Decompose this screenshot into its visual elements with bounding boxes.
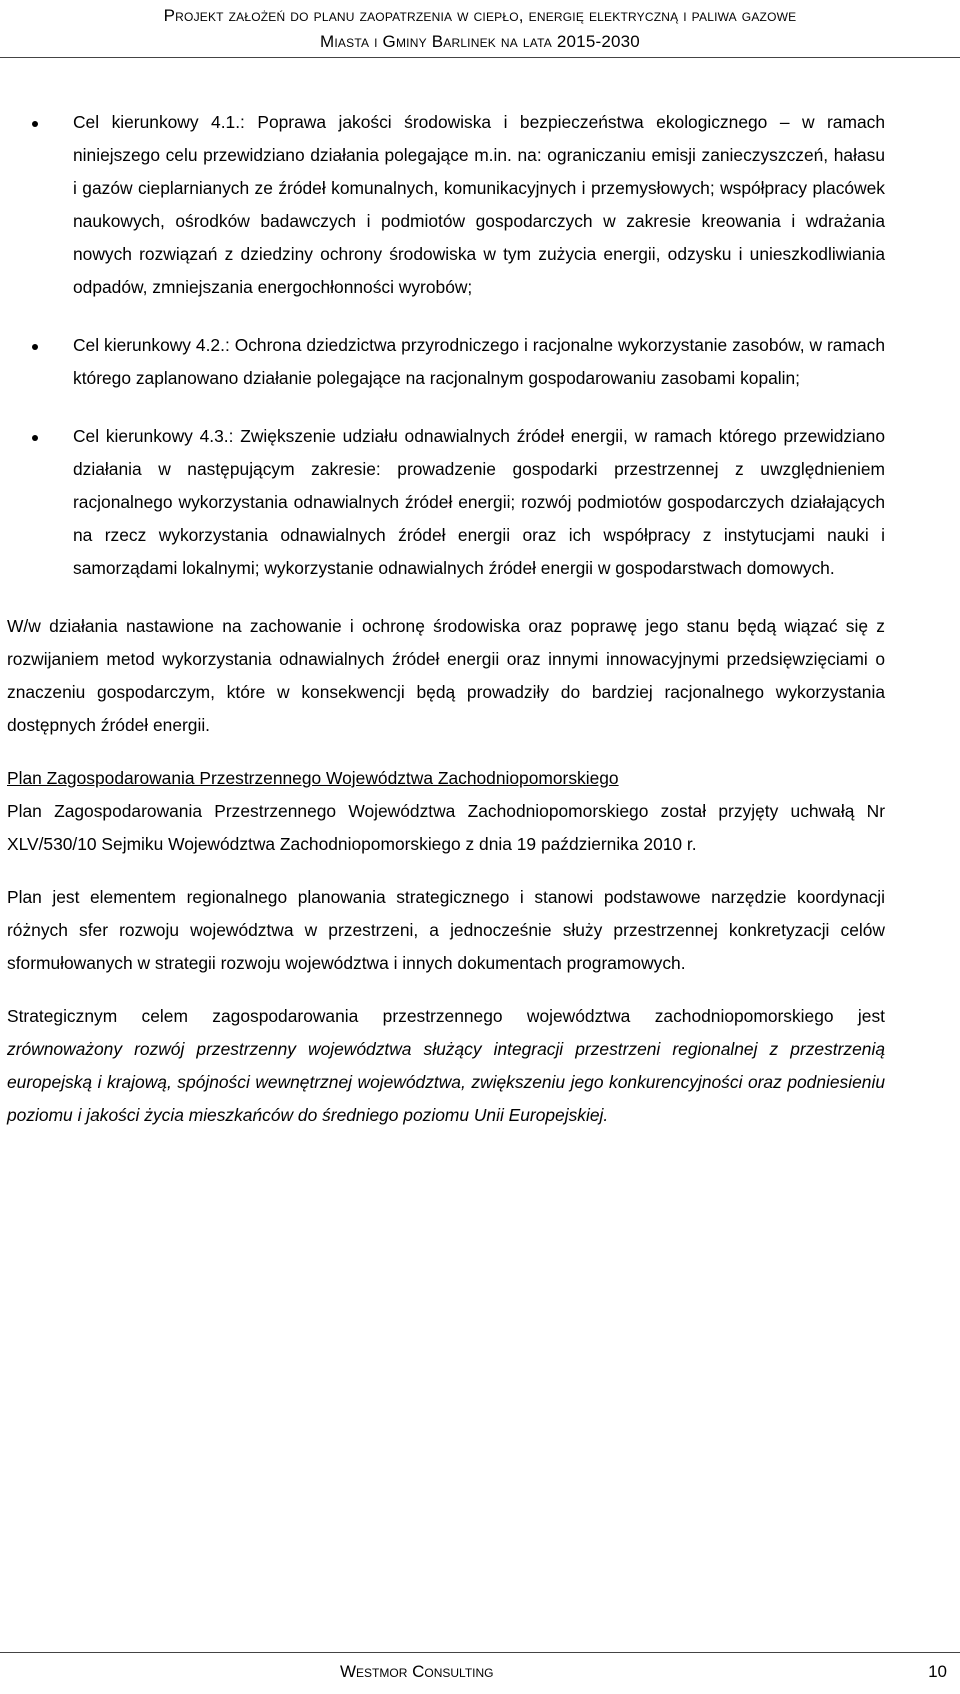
header-title-line-2: Miasta i Gminy Barlinek na lata 2015-2030 bbox=[320, 32, 640, 51]
bullet-icon bbox=[32, 121, 38, 127]
section-heading: Plan Zagospodarowania Przestrzennego Województwa Zachodniopomorskiego bbox=[7, 768, 619, 788]
footer-divider bbox=[0, 1652, 960, 1653]
page-number: 10 bbox=[928, 1662, 947, 1681]
bullet-icon bbox=[32, 435, 38, 441]
paragraph-actions-summary: W/w działania nastawione na zachowanie i ochronę środowiska oraz poprawę jego stanu będą wiązać się z rozwijaniem metod wykorzystania odnawialnych źródeł energii oraz innymi innowacyjnymi przedsięwzięciami o znaczeniu gospodarczym, które w konsekwencji będą prowadziły do bardziej racjonalnego wykorzystania dostępnych źródeł energii. bbox=[7, 616, 885, 735]
list-item-text: Cel kierunkowy 4.1.: Poprawa jakości środowiska i bezpieczeństwa ekologicznego – w ramach niniejszego celu przewidziano działania polegające m.in. na: ograniczaniu emisji zanieczyszczeń, hałasu i gazów cieplarnianych ze źródeł komunalnych, komunikacyjnych i przemysłowych; współpracy placówek naukowych, ośrodków badawczych i podmiotów gospodarczych w zakresie kreowania i wdrażania nowych rozwiązań z dziedziny ochrony środowiska w tym zużycia energii, odzysku i unieszkodliwiania odpadów, zmniejszania energochłonności wyrobów; bbox=[73, 112, 885, 297]
list-item-text: Cel kierunkowy 4.3.: Zwiększenie udziału odnawialnych źródeł energii, w ramach którego przewidziano działania w następującym zakresie: prowadzenie gospodarki przestrzennej z uwzględnieniem racjonalnego wykorzystania odnawialnych źródeł energii; rozwój podmiotów gospodarczych działających na rzecz wykorzystania odnawialnych źródeł energii oraz ich współpracy z instytucjami nauki i samorządami lokalnymi; wykorzystanie odnawialnych źródeł energii w gospodarstwach domowych. bbox=[73, 426, 885, 578]
list-item-text: Cel kierunkowy 4.2.: Ochrona dziedzictwa przyrodniczego i racjonalne wykorzystanie zasobów, w ramach którego zaplanowano działanie polegające na racjonalnym gospodarowaniu zasobami kopalin; bbox=[73, 335, 885, 388]
bullet-icon bbox=[32, 344, 38, 350]
footer-brand: Westmor Consulting bbox=[340, 1662, 494, 1681]
paragraph-plan-adoption: Plan Zagospodarowania Przestrzennego Województwa Zachodniopomorskiego został przyjęty uchwałą Nr XLV/530/10 Sejmiku Województwa Zachodniopomorskiego z dnia 19 października 2010 r. bbox=[7, 801, 885, 854]
header-divider bbox=[0, 57, 960, 58]
objectives-list bbox=[7, 106, 885, 585]
page-header bbox=[0, 0, 960, 56]
strategic-goal-emphasis: zrównoważony rozwój przestrzenny województwa służący integracji przestrzeni regionalnej z przestrzenią europejską i krajową, spójności wewnętrznej województwa, zwiększeniu jego konkurencyjności oraz podniesieniu poziomu i jakości życia mieszkańców do średniego poziomu Unii Europejskiej. bbox=[7, 1039, 885, 1125]
list-item-objective-4-2 bbox=[7, 329, 885, 395]
list-item-objective-4-1 bbox=[7, 106, 885, 304]
header-title-line-1: Projekt założeń do planu zaopatrzenia w ciepło, energię elektryczną i paliwa gazowe bbox=[163, 6, 797, 25]
strategic-goal-lead: Strategicznym celem zagospodarowania przestrzennego województwa zachodniopomorskiego jest bbox=[7, 1006, 885, 1026]
document-body bbox=[7, 106, 885, 1152]
paragraph-strategic-goal bbox=[7, 1000, 885, 1132]
list-item-objective-4-3 bbox=[7, 420, 885, 585]
paragraph-plan-role: Plan jest elementem regionalnego planowania strategicznego i stanowi podstawowe narzędzie koordynacji różnych sfer rozwoju województwa w przestrzeni, a jednocześnie służy przestrzennej konkretyzacji celów sformułowanych w strategii rozwoju województwa i innych dokumentach programowych. bbox=[7, 887, 885, 973]
page-footer bbox=[0, 1652, 960, 1694]
